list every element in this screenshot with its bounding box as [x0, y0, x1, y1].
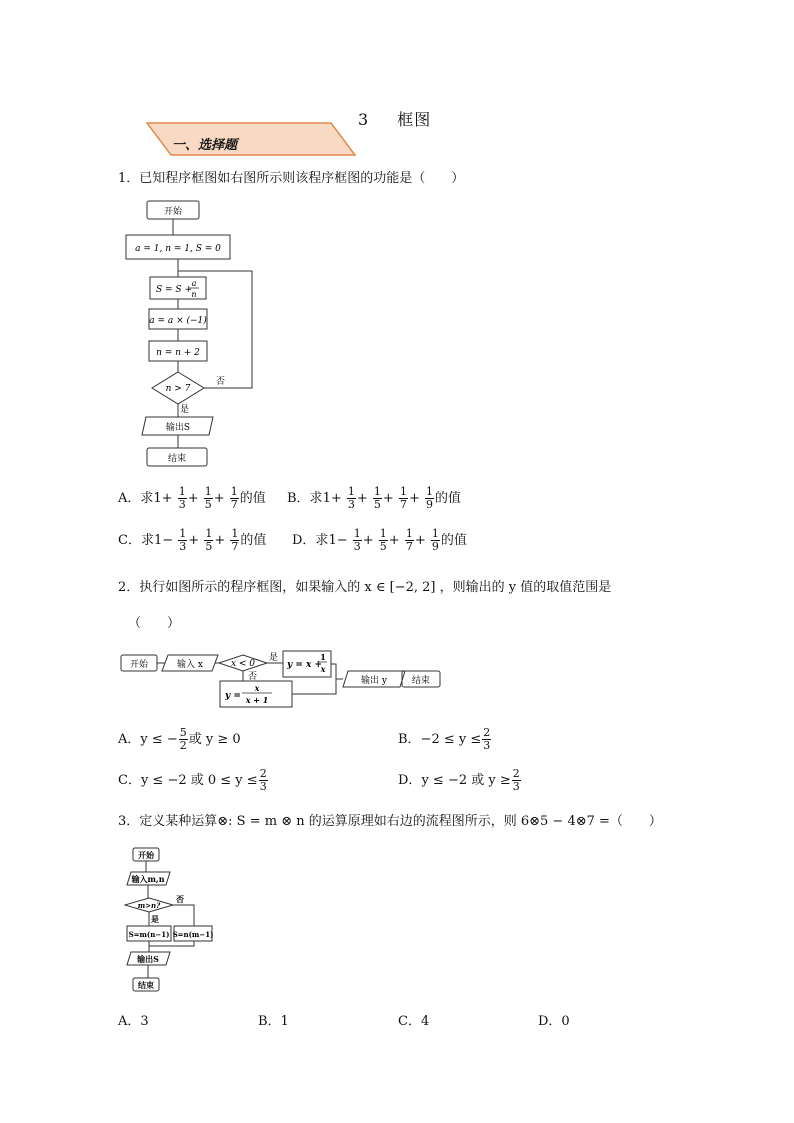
flow3-yes: 是 [151, 914, 159, 924]
question-3-text: 3．定义某种运算⊗: S = m ⊗ n 的运算原理如右边的流程图所示，则 6⊗5 − 4⊗7 =（ ） [118, 814, 662, 829]
flow1-step3: n = n + 2 [156, 348, 200, 358]
question-2-option-b: B．−2 ≤ y ≤ $\frac{2}{3}$ [398, 726, 491, 752]
flow1-cond: n > 7 [165, 384, 191, 394]
flow3-cond: m>n? [137, 901, 161, 910]
question-2-flowchart [118, 644, 458, 710]
flow3-start: 开始 [138, 850, 154, 860]
flow2-cond: x < 0 [230, 659, 256, 669]
question-3-option-d: D．0 [538, 1014, 570, 1029]
flow2-f2-den: x + 1 [245, 695, 269, 705]
question-2-option-a: A．y ≤ − $\frac{5}{2}$ 或 y ≥ 0 [118, 726, 241, 752]
question-1-flowchart [118, 195, 268, 470]
flow2-end: 结束 [411, 676, 431, 686]
flow1-step1-num: a [191, 279, 197, 288]
flow2-input: 输入 x [177, 660, 203, 670]
question-1-text: 1．已知程序框图如右图所示则该程序框图的功能是（ ） [118, 171, 465, 186]
question-3-option-a: A．3 [118, 1014, 149, 1029]
flow3-end: 结束 [138, 980, 154, 990]
question-3-option-c: C．4 [398, 1014, 430, 1029]
question-2-option-c: C．y ≤ −2 或 0 ≤ y ≤ $\frac{2}{3}$ [118, 767, 267, 793]
question-1-option-a: A．求1+ $\frac{1}{3}$ + $\frac{1}{5}$ + $\frac{1}{7}$ 的值 [118, 485, 266, 511]
flow3-f2: S=n(m−1) [172, 930, 214, 939]
flow1-start: 开始 [163, 207, 183, 217]
flow1-step1: S = S + [156, 285, 192, 295]
flow3-no: 否 [176, 894, 184, 904]
flow2-f1-den: x [320, 664, 326, 674]
flow1-step1-den: n [191, 290, 197, 299]
flow3-input: 输入m,n [131, 874, 165, 884]
flow2-no: 否 [248, 672, 258, 682]
flow3-output: 输出S [137, 954, 159, 964]
flow2-start: 开始 [129, 660, 149, 670]
question-2-paren: （ ） [128, 616, 181, 631]
chapter-title: 3 框图 [358, 110, 432, 129]
question-2-text: 2．执行如图所示的程序框图，如果输入的 x ∈ [−2, 2] ，则输出的 y 值的取值范围是 [118, 580, 612, 595]
flow1-end: 结束 [167, 454, 187, 464]
question-3-option-b: B．1 [258, 1014, 289, 1029]
question-3-flowchart [118, 842, 228, 998]
flow2-f1-num: 1 [320, 652, 326, 662]
question-2-option-d: D．y ≤ −2 或 y ≥ $\frac{2}{3}$ [398, 767, 520, 793]
flow2-f2: y = [225, 691, 241, 701]
flow1-init: a = 1, n = 1, S = 0 [135, 244, 221, 254]
flow1-yes: 是 [180, 405, 190, 415]
question-1-option-b: B．求1+ $\frac{1}{3}$ + $\frac{1}{5}$ + $\frac{1}{7}$ + $\frac{1}{9}$ 的值 [287, 485, 462, 511]
flow2-output: 输出 y [361, 676, 387, 686]
flow2-f2-num: x [254, 683, 260, 693]
flow1-no: 否 [216, 377, 226, 387]
flow2-yes: 是 [269, 653, 279, 663]
question-1-option-d: D．求1− $\frac{1}{3}$ + $\frac{1}{5}$ + $\frac{1}{7}$ + $\frac{1}{9}$ 的值 [292, 527, 467, 553]
question-1-option-c: C．求1− $\frac{1}{3}$ + $\frac{1}{5}$ + $\frac{1}{7}$ 的值 [118, 527, 267, 553]
flow2-f1: y = x + [287, 660, 323, 670]
flow3-f1: S=m(n−1) [128, 930, 170, 939]
flow1-output: 输出S [165, 423, 191, 433]
flow1-step2: a = a × (−1) [149, 316, 207, 326]
section-label: 一、选择题 [172, 138, 238, 153]
